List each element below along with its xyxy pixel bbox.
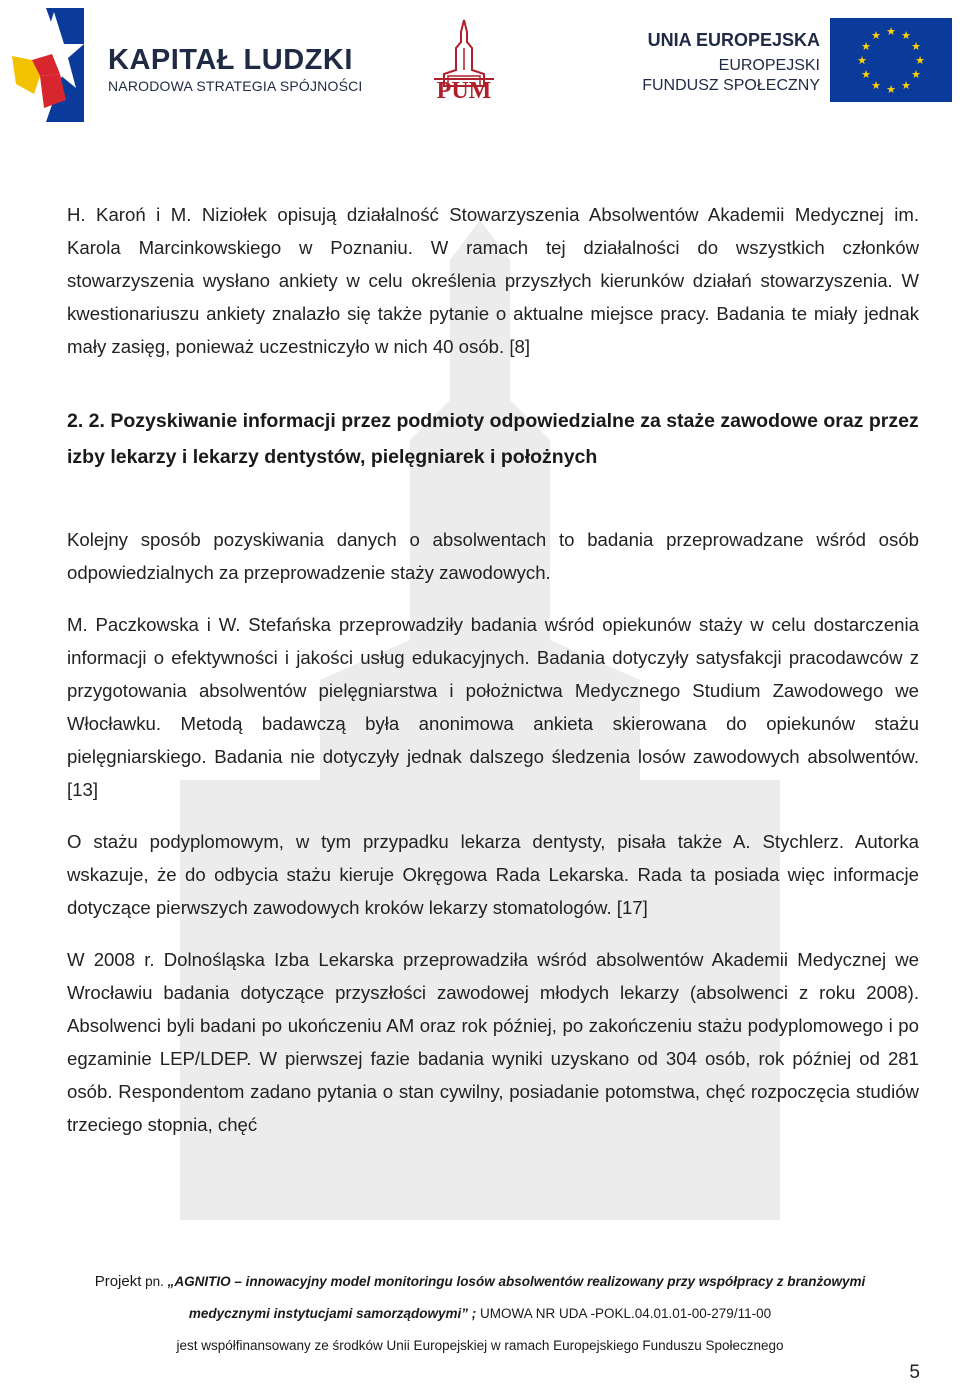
- svg-text:★: ★: [871, 29, 881, 42]
- page-number: 5: [909, 1362, 920, 1383]
- paragraph-2: Kolejny sposób pozyskiwania danych o absolwentach to badania przeprowadzane wśród osób odpowiedzialnych za przeprowadzenie staży zawodowych.: [67, 529, 919, 583]
- pum-label: PUM: [436, 78, 492, 104]
- footer-line-2: [0, 1298, 960, 1330]
- svg-text:★: ★: [886, 83, 896, 96]
- footer-pn: pn.: [141, 1274, 168, 1289]
- svg-text:★: ★: [915, 54, 925, 67]
- paragraph-4: O stażu podyplomowym, w tym przypadku lekarza dentysty, pisała także A. Stychlerz. Autorka wskazuje, że do odbycia stażu kieruje Okręgowa Rada Lekarska. Rada ta posiada więc informacje dotyczące pierwszych zawodowych kroków lekarzy stomatologów. [17]: [67, 831, 919, 918]
- page-footer: [0, 1266, 960, 1362]
- page-header: [0, 0, 960, 140]
- footer-contract: UMOWA NR UDA -POKL.04.01.01-00-279/11-00: [476, 1306, 772, 1321]
- svg-text:★: ★: [857, 54, 867, 67]
- svg-text:★: ★: [911, 40, 921, 53]
- eu-line-1: UNIA EUROPEJSKA: [647, 30, 820, 50]
- eu-text-block: [642, 30, 820, 95]
- eu-line-3: FUNDUSZ SPOŁECZNY: [642, 77, 820, 94]
- footer-line-1: [0, 1266, 960, 1298]
- footer-prefix: Projekt: [94, 1273, 142, 1290]
- footer-project-title-b: medycznymi instytucjami samorządowymi” ;: [188, 1306, 477, 1321]
- kapital-ludzki-subtitle: NARODOWA STRATEGIA SPÓJNOŚCI: [108, 78, 363, 94]
- svg-text:★: ★: [861, 68, 871, 81]
- document-body: [67, 198, 919, 1141]
- svg-text:★: ★: [911, 68, 921, 81]
- paragraph-3: M. Paczkowska i W. Stefańska przeprowadziły badania wśród opiekunów staży w celu dostarczenia informacji o efektywności i jakości usług edukacyjnych. Badania dotyczyły satysfakcji pracodawców z przygotowania absolwentów pielęgniarstwa i położnictwa Medycznego Studium Zawodowego we Włocławku. Metodą badawczą była anonimowa ankieta skierowana do opiekunów stażu pielęgniarskiego. Badania nie dotyczyły jednak dalszego śledzenia losów zawodowych absolwentów. [13]: [67, 614, 919, 800]
- svg-text:★: ★: [871, 79, 881, 92]
- eu-line-2: EUROPEJSKI: [718, 57, 820, 74]
- section-heading: 2. 2. Pozyskiwanie informacji przez podmioty odpowiedzialne za staże zawodowe oraz przez izby lekarzy i lekarzy dentystów, pielęgniarek i położnych: [67, 410, 919, 468]
- eu-flag-icon: [830, 18, 952, 102]
- svg-text:★: ★: [886, 25, 896, 38]
- paragraph-5: W 2008 r. Dolnośląska Izba Lekarska przeprowadziła wśród absolwentów Akademii Medycznej we Wrocławiu badania dotyczące przyszłości zawodowej młodych lekarzy (absolwenci z roku 2008). Absolwenci byli badani po ukończeniu AM oraz rok później, po zakończeniu stażu podyplomowego i po egzaminie LEP/LDEP. W pierwszej fazie badania wyniki uzyskano od 304 osób, rok później od 281 osób. Respondentom zadano pytania o stan cywilny, posiadanie potomstwa, chęć rozpoczęcia studiów trzeciego stopnia, chęć: [67, 949, 919, 1135]
- kapital-ludzki-title: KAPITAŁ LUDZKI: [108, 44, 353, 76]
- svg-text:★: ★: [861, 40, 871, 53]
- footer-line-3: jest współfinansowany ze środków Unii Europejskiej w ramach Europejskiego Funduszu Społecznego: [176, 1338, 784, 1353]
- svg-text:★: ★: [901, 79, 911, 92]
- kapital-ludzki-logo-icon: [6, 4, 86, 122]
- footer-project-title-a: „AGNITIO – innowacyjny model monitoringu losów absolwentów realizowany przy współpracy z branżowymi: [167, 1274, 866, 1289]
- paragraph-1: H. Karoń i M. Niziołek opisują działalność Stowarzyszenia Absolwentów Akademii Medycznej im. Karola Marcinkowskiego w Poznaniu. W ramach tej działalności do wszystkich członków stowarzyszenia wysłano ankiety w celu określenia przyszłych kierunków działań stowarzyszenia. W kwestionariuszu ankiety znalazło się także pytanie o aktualne miejsce pracy. Badania te miały jednak mały zasięg, ponieważ uczestniczyło w nich 40 osób. [8]: [67, 204, 919, 357]
- svg-text:★: ★: [901, 29, 911, 42]
